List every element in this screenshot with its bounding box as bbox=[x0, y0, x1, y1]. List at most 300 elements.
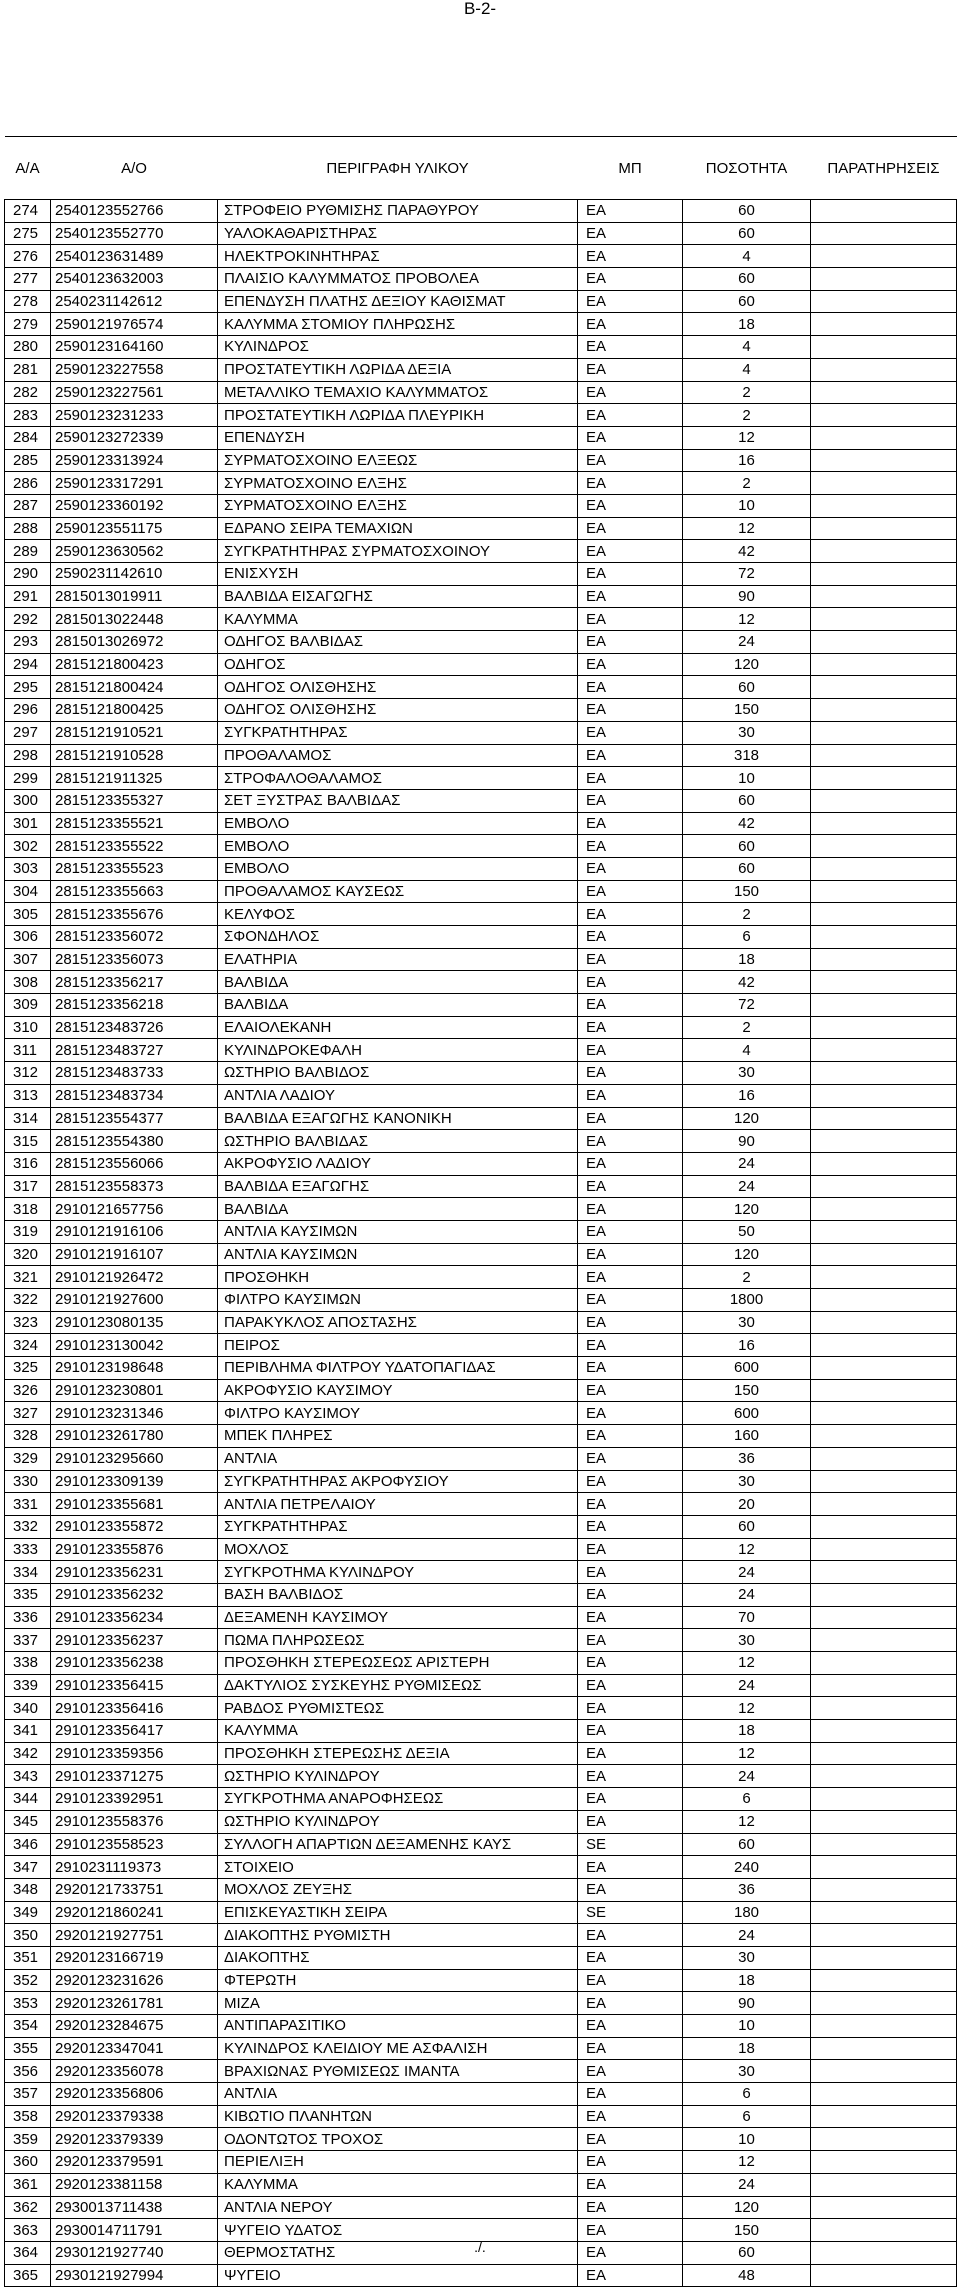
table-row bbox=[5, 1924, 957, 1947]
unit: ΕΑ bbox=[578, 1447, 683, 1470]
item-description: ΟΔΟΝΤΩΤΟΣ ΤΡΟΧΟΣ bbox=[218, 2128, 578, 2151]
notes bbox=[811, 472, 957, 495]
unit: ΕΑ bbox=[578, 1175, 683, 1198]
unit: ΕΑ bbox=[578, 494, 683, 517]
item-code: 2815123558373 bbox=[51, 1175, 218, 1198]
item-code: 2910123356237 bbox=[51, 1629, 218, 1652]
item-code: 2815013019911 bbox=[51, 585, 218, 608]
item-code: 2590123360192 bbox=[51, 494, 218, 517]
item-code: 2540231142612 bbox=[51, 290, 218, 313]
notes bbox=[811, 1788, 957, 1811]
unit: ΕΑ bbox=[578, 699, 683, 722]
notes bbox=[811, 1334, 957, 1357]
item-description: ΠΕΡΙΒΛΗΜΑ ΦΙΛΤΡΟΥ ΥΔΑΤΟΠΑΓΙΔΑΣ bbox=[218, 1357, 578, 1380]
table-row bbox=[5, 1515, 957, 1538]
quantity: 12 bbox=[683, 517, 811, 540]
row-number: 287 bbox=[5, 494, 51, 517]
item-code: 2910123198648 bbox=[51, 1357, 218, 1380]
row-number: 313 bbox=[5, 1084, 51, 1107]
unit: ΕΑ bbox=[578, 1402, 683, 1425]
header-unit: ΜΠ bbox=[578, 137, 683, 200]
row-number: 363 bbox=[5, 2219, 51, 2242]
item-description: ΣΤΟΙΧΕΙΟ bbox=[218, 1856, 578, 1879]
materials-table bbox=[4, 136, 957, 2287]
table-row bbox=[5, 1311, 957, 1334]
item-description: ΑΚΡΟΦΥΣΙΟ ΛΑΔΙΟΥ bbox=[218, 1152, 578, 1175]
item-code: 2815123355522 bbox=[51, 835, 218, 858]
header-aa: Α/Α bbox=[5, 137, 51, 200]
item-description: ΑΝΤΛΙΑ ΠΕΤΡΕΛΑΙΟΥ bbox=[218, 1493, 578, 1516]
notes bbox=[811, 1243, 957, 1266]
row-number: 283 bbox=[5, 404, 51, 427]
unit: ΕΑ bbox=[578, 381, 683, 404]
item-code: 2590121976574 bbox=[51, 313, 218, 336]
item-description: ΟΔΗΓΟΣ bbox=[218, 653, 578, 676]
row-number: 329 bbox=[5, 1447, 51, 1470]
item-code: 2590123313924 bbox=[51, 449, 218, 472]
unit: ΕΑ bbox=[578, 835, 683, 858]
notes bbox=[811, 585, 957, 608]
row-number: 308 bbox=[5, 971, 51, 994]
notes bbox=[811, 1130, 957, 1153]
unit: ΕΑ bbox=[578, 1674, 683, 1697]
item-description: ΦΤΕΡΩΤΗ bbox=[218, 1969, 578, 1992]
notes bbox=[811, 1311, 957, 1334]
row-number: 364 bbox=[5, 2241, 51, 2264]
quantity: 6 bbox=[683, 2083, 811, 2106]
item-code: 2910123295660 bbox=[51, 1447, 218, 1470]
notes bbox=[811, 2015, 957, 2038]
item-description: ΕΜΒΟΛΟ bbox=[218, 812, 578, 835]
quantity: 10 bbox=[683, 767, 811, 790]
notes bbox=[811, 1107, 957, 1130]
quantity: 150 bbox=[683, 2219, 811, 2242]
item-code: 2910123309139 bbox=[51, 1470, 218, 1493]
item-code: 2910123371275 bbox=[51, 1765, 218, 1788]
unit: ΕΑ bbox=[578, 903, 683, 926]
quantity: 60 bbox=[683, 1515, 811, 1538]
item-code: 2815123355327 bbox=[51, 789, 218, 812]
quantity: 24 bbox=[683, 631, 811, 654]
table-row bbox=[5, 585, 957, 608]
row-number: 317 bbox=[5, 1175, 51, 1198]
item-code: 2910121926472 bbox=[51, 1266, 218, 1289]
unit: ΕΑ bbox=[578, 1493, 683, 1516]
item-description: ΣΥΓΚΡΟΤΗΜΑ ΑΝΑΡΟΦΗΣΕΩΣ bbox=[218, 1788, 578, 1811]
notes bbox=[811, 1946, 957, 1969]
item-code: 2590231142610 bbox=[51, 563, 218, 586]
row-number: 316 bbox=[5, 1152, 51, 1175]
unit: ΕΑ bbox=[578, 1969, 683, 1992]
row-number: 303 bbox=[5, 857, 51, 880]
item-description: ΜΠΕΚ ΠΛΗΡΕΣ bbox=[218, 1425, 578, 1448]
table-row bbox=[5, 903, 957, 926]
table-row bbox=[5, 1334, 957, 1357]
quantity: 120 bbox=[683, 653, 811, 676]
table-row bbox=[5, 1765, 957, 1788]
table-row bbox=[5, 1652, 957, 1675]
notes bbox=[811, 1697, 957, 1720]
table-row bbox=[5, 721, 957, 744]
notes bbox=[811, 563, 957, 586]
item-description: ΕΠΙΣΚΕΥΑΣΤΙΚΗ ΣΕΙΡΑ bbox=[218, 1901, 578, 1924]
item-description: ΑΝΤΛΙΑ bbox=[218, 2083, 578, 2106]
quantity: 60 bbox=[683, 290, 811, 313]
quantity: 10 bbox=[683, 2015, 811, 2038]
item-code: 2910121927600 bbox=[51, 1289, 218, 1312]
item-code: 2815123556066 bbox=[51, 1152, 218, 1175]
item-code: 2815123554380 bbox=[51, 1130, 218, 1153]
unit: ΕΑ bbox=[578, 1765, 683, 1788]
item-description: ΣΦΟΝΔΗΛΟΣ bbox=[218, 926, 578, 949]
item-code: 2910123080135 bbox=[51, 1311, 218, 1334]
quantity: 18 bbox=[683, 2037, 811, 2060]
quantity: 30 bbox=[683, 1946, 811, 1969]
item-code: 2910123130042 bbox=[51, 1334, 218, 1357]
notes bbox=[811, 268, 957, 291]
quantity: 12 bbox=[683, 608, 811, 631]
notes bbox=[811, 1583, 957, 1606]
item-description: ΩΣΤΗΡΙΟ ΚΥΛΙΝΔΡΟΥ bbox=[218, 1765, 578, 1788]
table-row bbox=[5, 676, 957, 699]
table-row bbox=[5, 2128, 957, 2151]
table-header-row bbox=[5, 137, 957, 200]
notes bbox=[811, 1493, 957, 1516]
notes bbox=[811, 1538, 957, 1561]
notes bbox=[811, 744, 957, 767]
unit: ΕΑ bbox=[578, 540, 683, 563]
notes bbox=[811, 336, 957, 359]
item-description: ΕΜΒΟΛΟ bbox=[218, 857, 578, 880]
item-description: ΣΥΡΜΑΤΟΣΧΟΙΝΟ ΕΛΞΗΣ bbox=[218, 494, 578, 517]
unit: ΕΑ bbox=[578, 1425, 683, 1448]
table-row bbox=[5, 1697, 957, 1720]
quantity: 4 bbox=[683, 358, 811, 381]
notes bbox=[811, 449, 957, 472]
notes bbox=[811, 2128, 957, 2151]
row-number: 346 bbox=[5, 1833, 51, 1856]
table-row bbox=[5, 744, 957, 767]
quantity: 60 bbox=[683, 2241, 811, 2264]
item-description: ΠΑΡΑΚΥΚΛΟΣ ΑΠΟΣΤΑΣΗΣ bbox=[218, 1311, 578, 1334]
row-number: 280 bbox=[5, 336, 51, 359]
unit: ΕΑ bbox=[578, 268, 683, 291]
row-number: 362 bbox=[5, 2196, 51, 2219]
unit: ΕΑ bbox=[578, 200, 683, 223]
table-row bbox=[5, 1379, 957, 1402]
notes bbox=[811, 1810, 957, 1833]
notes bbox=[811, 926, 957, 949]
row-number: 348 bbox=[5, 1878, 51, 1901]
unit: ΕΑ bbox=[578, 2060, 683, 2083]
quantity: 42 bbox=[683, 540, 811, 563]
unit: ΕΑ bbox=[578, 1220, 683, 1243]
row-number: 355 bbox=[5, 2037, 51, 2060]
quantity: 24 bbox=[683, 1674, 811, 1697]
unit: ΕΑ bbox=[578, 1561, 683, 1584]
quantity: 4 bbox=[683, 336, 811, 359]
quantity: 10 bbox=[683, 2128, 811, 2151]
item-description: ΠΕΡΙΕΛΙΞΗ bbox=[218, 2151, 578, 2174]
table-row bbox=[5, 540, 957, 563]
table-row bbox=[5, 1901, 957, 1924]
table-row bbox=[5, 857, 957, 880]
unit: ΕΑ bbox=[578, 653, 683, 676]
item-code: 2815123355521 bbox=[51, 812, 218, 835]
notes bbox=[811, 2037, 957, 2060]
quantity: 160 bbox=[683, 1425, 811, 1448]
item-description: ΠΡΟΘΑΛΑΜΟΣ ΚΑΥΣΕΩΣ bbox=[218, 880, 578, 903]
item-description: ΑΝΤΛΙΑ bbox=[218, 1447, 578, 1470]
item-description: ΩΣΤΗΡΙΟ ΒΑΛΒΙΔΑΣ bbox=[218, 1130, 578, 1153]
item-description: ΠΡΟΣΘΗΚΗ ΣΤΕΡΕΩΣΕΩΣ ΑΡΙΣΤΕΡΗ bbox=[218, 1652, 578, 1675]
item-code: 2910123355876 bbox=[51, 1538, 218, 1561]
table-row bbox=[5, 404, 957, 427]
notes bbox=[811, 1856, 957, 1879]
notes bbox=[811, 200, 957, 223]
notes bbox=[811, 313, 957, 336]
unit: ΕΑ bbox=[578, 1742, 683, 1765]
table-row bbox=[5, 336, 957, 359]
item-description: ΜΟΧΛΟΣ bbox=[218, 1538, 578, 1561]
quantity: 30 bbox=[683, 1470, 811, 1493]
item-description: ΣΥΓΚΡΑΤΗΤΗΡΑΣ bbox=[218, 1515, 578, 1538]
item-description: ΗΛΕΚΤΡΟΚΙΝΗΤΗΡΑΣ bbox=[218, 245, 578, 268]
unit: ΕΑ bbox=[578, 585, 683, 608]
notes bbox=[811, 1606, 957, 1629]
item-description: ΒΡΑΧΙΩΝΑΣ ΡΥΘΜΙΣΕΩΣ ΙΜΑΝΤΑ bbox=[218, 2060, 578, 2083]
table-row bbox=[5, 1629, 957, 1652]
quantity: 30 bbox=[683, 1311, 811, 1334]
unit: ΕΑ bbox=[578, 812, 683, 835]
quantity: 120 bbox=[683, 1107, 811, 1130]
item-code: 2815121800425 bbox=[51, 699, 218, 722]
unit: ΕΑ bbox=[578, 336, 683, 359]
header-quantity: ΠΟΣΟΤΗΤΑ bbox=[683, 137, 811, 200]
item-code: 2540123552770 bbox=[51, 222, 218, 245]
row-number: 305 bbox=[5, 903, 51, 926]
notes bbox=[811, 2173, 957, 2196]
unit: ΕΑ bbox=[578, 789, 683, 812]
table-row bbox=[5, 2173, 957, 2196]
row-number: 332 bbox=[5, 1515, 51, 1538]
row-number: 277 bbox=[5, 268, 51, 291]
quantity: 2 bbox=[683, 1016, 811, 1039]
notes bbox=[811, 1379, 957, 1402]
unit: ΕΑ bbox=[578, 1311, 683, 1334]
item-description: ΚΑΛΥΜΜΑ bbox=[218, 608, 578, 631]
row-number: 298 bbox=[5, 744, 51, 767]
table-row bbox=[5, 2083, 957, 2106]
item-description: ΑΝΤΛΙΑ ΚΑΥΣΙΜΩΝ bbox=[218, 1220, 578, 1243]
item-description: ΕΠΕΝΔΥΣΗ bbox=[218, 426, 578, 449]
table-row bbox=[5, 835, 957, 858]
item-code: 2910123558523 bbox=[51, 1833, 218, 1856]
table-row bbox=[5, 222, 957, 245]
table-row bbox=[5, 789, 957, 812]
item-description: ΟΔΗΓΟΣ ΟΛΙΣΘΗΣΗΣ bbox=[218, 699, 578, 722]
notes bbox=[811, 1402, 957, 1425]
item-code: 2815013022448 bbox=[51, 608, 218, 631]
quantity: 600 bbox=[683, 1402, 811, 1425]
row-number: 344 bbox=[5, 1788, 51, 1811]
notes bbox=[811, 1992, 957, 2015]
quantity: 150 bbox=[683, 1379, 811, 1402]
item-description: ΚΕΛΥΦΟΣ bbox=[218, 903, 578, 926]
unit: ΕΑ bbox=[578, 245, 683, 268]
row-number: 339 bbox=[5, 1674, 51, 1697]
unit: ΕΑ bbox=[578, 2173, 683, 2196]
quantity: 24 bbox=[683, 1583, 811, 1606]
quantity: 1800 bbox=[683, 1289, 811, 1312]
item-code: 2815123356073 bbox=[51, 948, 218, 971]
notes bbox=[811, 2264, 957, 2287]
notes bbox=[811, 903, 957, 926]
quantity: 60 bbox=[683, 268, 811, 291]
table-row bbox=[5, 653, 957, 676]
notes bbox=[811, 971, 957, 994]
item-description: ΚΑΛΥΜΜΑ bbox=[218, 1720, 578, 1743]
notes bbox=[811, 699, 957, 722]
item-description: ΣΥΓΚΡΑΤΗΤΗΡΑΣ ΑΚΡΟΦΥΣΙΟΥ bbox=[218, 1470, 578, 1493]
row-number: 307 bbox=[5, 948, 51, 971]
item-description: ΑΚΡΟΦΥΣΙΟ ΚΑΥΣΙΜΟΥ bbox=[218, 1379, 578, 1402]
unit: ΕΑ bbox=[578, 2015, 683, 2038]
quantity: 16 bbox=[683, 1084, 811, 1107]
row-number: 361 bbox=[5, 2173, 51, 2196]
page-footer: ./. bbox=[474, 2239, 486, 2255]
row-number: 281 bbox=[5, 358, 51, 381]
row-number: 314 bbox=[5, 1107, 51, 1130]
quantity: 2 bbox=[683, 472, 811, 495]
row-number: 319 bbox=[5, 1220, 51, 1243]
unit: ΕΑ bbox=[578, 1130, 683, 1153]
item-description: ΣΥΓΚΡΑΤΗΤΗΡΑΣ ΣΥΡΜΑΤΟΣΧΟΙΝΟΥ bbox=[218, 540, 578, 563]
notes bbox=[811, 2083, 957, 2106]
quantity: 60 bbox=[683, 222, 811, 245]
row-number: 296 bbox=[5, 699, 51, 722]
table-row bbox=[5, 1969, 957, 1992]
row-number: 352 bbox=[5, 1969, 51, 1992]
quantity: 24 bbox=[683, 1765, 811, 1788]
item-description: ΣΥΡΜΑΤΟΣΧΟΙΝΟ ΕΛΞΕΩΣ bbox=[218, 449, 578, 472]
table-row bbox=[5, 767, 957, 790]
unit: ΕΑ bbox=[578, 948, 683, 971]
row-number: 334 bbox=[5, 1561, 51, 1584]
row-number: 302 bbox=[5, 835, 51, 858]
quantity: 36 bbox=[683, 1447, 811, 1470]
item-description: ΦΙΛΤΡΟ ΚΑΥΣΙΜΩΝ bbox=[218, 1289, 578, 1312]
item-description: ΑΝΤΛΙΑ ΛΑΔΙΟΥ bbox=[218, 1084, 578, 1107]
table-row bbox=[5, 699, 957, 722]
unit: ΕΑ bbox=[578, 994, 683, 1017]
item-code: 2930014711791 bbox=[51, 2219, 218, 2242]
notes bbox=[811, 631, 957, 654]
quantity: 180 bbox=[683, 1901, 811, 1924]
notes bbox=[811, 1878, 957, 1901]
table-row bbox=[5, 1152, 957, 1175]
table-row bbox=[5, 1538, 957, 1561]
notes bbox=[811, 1901, 957, 1924]
row-number: 294 bbox=[5, 653, 51, 676]
row-number: 310 bbox=[5, 1016, 51, 1039]
item-description: ΜΟΧΛΟΣ ΖΕΥΞΗΣ bbox=[218, 1878, 578, 1901]
unit: ΕΑ bbox=[578, 1357, 683, 1380]
row-number: 357 bbox=[5, 2083, 51, 2106]
item-code: 2910123355681 bbox=[51, 1493, 218, 1516]
unit: ΕΑ bbox=[578, 1652, 683, 1675]
notes bbox=[811, 880, 957, 903]
item-code: 2815013026972 bbox=[51, 631, 218, 654]
quantity: 90 bbox=[683, 1992, 811, 2015]
table-row bbox=[5, 1583, 957, 1606]
row-number: 327 bbox=[5, 1402, 51, 1425]
table-row bbox=[5, 563, 957, 586]
table-row bbox=[5, 268, 957, 291]
item-code: 2920121927751 bbox=[51, 1924, 218, 1947]
table-row bbox=[5, 449, 957, 472]
unit: ΕΑ bbox=[578, 1810, 683, 1833]
row-number: 333 bbox=[5, 1538, 51, 1561]
notes bbox=[811, 2219, 957, 2242]
table-row bbox=[5, 880, 957, 903]
quantity: 10 bbox=[683, 494, 811, 517]
row-number: 349 bbox=[5, 1901, 51, 1924]
item-description: ΕΛΑΤΗΡΙΑ bbox=[218, 948, 578, 971]
item-code: 2910123392951 bbox=[51, 1788, 218, 1811]
unit: ΕΑ bbox=[578, 1198, 683, 1221]
row-number: 343 bbox=[5, 1765, 51, 1788]
notes bbox=[811, 948, 957, 971]
table-row bbox=[5, 1493, 957, 1516]
quantity: 318 bbox=[683, 744, 811, 767]
unit: ΕΑ bbox=[578, 290, 683, 313]
row-number: 297 bbox=[5, 721, 51, 744]
item-description: ΑΝΤΛΙΑ ΝΕΡΟΥ bbox=[218, 2196, 578, 2219]
item-code: 2910121916107 bbox=[51, 1243, 218, 1266]
item-code: 2930121927994 bbox=[51, 2264, 218, 2287]
item-description: ΒΑΣΗ ΒΑΛΒΙΔΟΣ bbox=[218, 1583, 578, 1606]
table-row bbox=[5, 2015, 957, 2038]
unit: ΕΑ bbox=[578, 1878, 683, 1901]
row-number: 279 bbox=[5, 313, 51, 336]
unit: ΕΑ bbox=[578, 1107, 683, 1130]
item-code: 2590123227558 bbox=[51, 358, 218, 381]
item-description: ΨΥΓΕΙΟ ΥΔΑΤΟΣ bbox=[218, 2219, 578, 2242]
quantity: 30 bbox=[683, 721, 811, 744]
row-number: 318 bbox=[5, 1198, 51, 1221]
notes bbox=[811, 1425, 957, 1448]
quantity: 24 bbox=[683, 1152, 811, 1175]
item-code: 2920123231626 bbox=[51, 1969, 218, 1992]
unit: ΕΑ bbox=[578, 744, 683, 767]
row-number: 276 bbox=[5, 245, 51, 268]
quantity: 20 bbox=[683, 1493, 811, 1516]
unit: ΕΑ bbox=[578, 2128, 683, 2151]
notes bbox=[811, 1039, 957, 1062]
item-code: 2590123551175 bbox=[51, 517, 218, 540]
unit: ΕΑ bbox=[578, 676, 683, 699]
notes bbox=[811, 1561, 957, 1584]
row-number: 312 bbox=[5, 1062, 51, 1085]
quantity: 70 bbox=[683, 1606, 811, 1629]
quantity: 30 bbox=[683, 1629, 811, 1652]
item-description: ΣΥΛΛΟΓΗ ΑΠΑΡΤΙΩΝ ΔΕΞΑΜΕΝΗΣ ΚΑΥΣ bbox=[218, 1833, 578, 1856]
row-number: 336 bbox=[5, 1606, 51, 1629]
unit: ΕΑ bbox=[578, 767, 683, 790]
row-number: 315 bbox=[5, 1130, 51, 1153]
item-code: 2815121910528 bbox=[51, 744, 218, 767]
